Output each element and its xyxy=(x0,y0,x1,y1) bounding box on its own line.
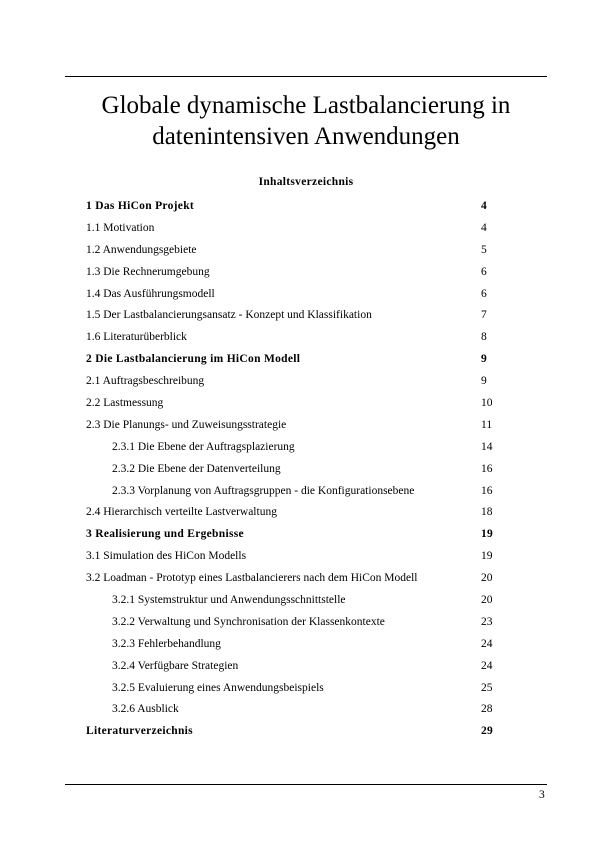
toc-entry[interactable] xyxy=(0,590,612,612)
toc-entry-page: 11 xyxy=(481,418,493,431)
toc-entry-label: Literaturverzeichnis xyxy=(86,725,193,738)
toc-entry[interactable] xyxy=(0,437,612,459)
toc-entry-label: 3 Realisierung und Ergebnisse xyxy=(86,528,244,541)
toc-entry-page: 9 xyxy=(481,375,487,388)
toc-entry-page: 9 xyxy=(481,353,488,366)
toc-entry-page: 24 xyxy=(481,637,493,650)
toc-entry-label: 3.2.5 Evaluierung eines Anwendungsbeispiels xyxy=(112,681,324,694)
toc-entry[interactable] xyxy=(0,568,612,590)
toc-entry-label: 3.2.4 Verfügbare Strategien xyxy=(112,659,239,672)
toc-entry-page: 7 xyxy=(481,309,487,322)
toc-entry-page: 19 xyxy=(481,528,494,541)
toc-entry[interactable] xyxy=(0,656,612,678)
header-rule xyxy=(65,76,547,77)
toc-entry-page: 29 xyxy=(481,725,494,738)
toc-entry-page: 28 xyxy=(481,703,493,716)
toc-entry-label: 3.1 Simulation des HiCon Modells xyxy=(86,550,247,563)
toc-entry-page: 16 xyxy=(481,484,493,497)
toc-entry-page: 24 xyxy=(481,659,493,672)
toc-entry[interactable] xyxy=(0,612,612,634)
toc-entry[interactable] xyxy=(0,459,612,481)
document-title xyxy=(65,90,547,152)
toc-entry[interactable] xyxy=(0,262,612,284)
toc-heading: Inhaltsverzeichnis xyxy=(258,176,354,188)
toc-entry-page: 20 xyxy=(481,572,493,585)
toc-entry-label: 1.1 Motivation xyxy=(86,221,155,234)
page-number: 3 xyxy=(539,789,545,801)
toc-entry-label: 2.2 Lastmessung xyxy=(86,397,164,410)
toc-entry-label: 1.4 Das Ausführungsmodell xyxy=(86,287,215,300)
toc-entry-page: 19 xyxy=(481,550,493,563)
toc-entry[interactable] xyxy=(0,393,612,415)
toc-entry-label: 1.2 Anwendungsgebiete xyxy=(86,243,197,256)
toc-entry-page: 25 xyxy=(481,681,493,694)
toc-entry[interactable] xyxy=(0,502,612,524)
toc-entry-label: 2.3.1 Die Ebene der Auftragsplazierung xyxy=(112,440,295,453)
toc-entry-label: 1 Das HiCon Projekt xyxy=(86,200,195,212)
toc-entry-page: 4 xyxy=(481,221,487,234)
toc-entry-label: 3.2.3 Fehlerbehandlung xyxy=(112,637,221,650)
toc-entry-label: 3.2 Loadman - Prototyp eines Lastbalancierers nach dem HiCon Modell xyxy=(86,572,418,585)
toc-entry-page: 4 xyxy=(481,200,488,212)
toc-entry-label: 2.4 Hierarchisch verteilte Lastverwaltung xyxy=(86,506,277,519)
toc-entry[interactable] xyxy=(0,327,612,349)
toc-entry[interactable] xyxy=(0,415,612,437)
toc-entry-page: 6 xyxy=(481,265,487,278)
toc-entry[interactable] xyxy=(0,678,612,700)
footer-rule xyxy=(65,784,547,785)
toc-chapter[interactable] xyxy=(0,721,612,743)
toc-entry-label: 1.6 Literaturüberblick xyxy=(86,331,187,344)
toc-entry-page: 6 xyxy=(481,287,487,300)
toc-entry[interactable] xyxy=(0,546,612,568)
table-of-contents xyxy=(0,196,612,743)
toc-entry-page: 18 xyxy=(481,506,493,519)
toc-entry[interactable] xyxy=(0,699,612,721)
toc-entry-label: 1.5 Der Lastbalancierungsansatz - Konzept und Klassifikation xyxy=(86,309,372,322)
toc-entry-page: 16 xyxy=(481,462,493,475)
toc-chapter[interactable] xyxy=(0,196,612,218)
toc-entry-label: 3.2.6 Ausblick xyxy=(112,703,179,716)
toc-entry[interactable] xyxy=(0,284,612,306)
title-line-1: Globale dynamische Lastbalancierung in xyxy=(101,92,511,119)
toc-entry[interactable] xyxy=(0,240,612,262)
toc-chapter[interactable] xyxy=(0,349,612,371)
toc-chapter[interactable] xyxy=(0,524,612,546)
toc-entry-label: 1.3 Die Rechnerumgebung xyxy=(86,265,210,278)
toc-entry-page: 5 xyxy=(481,243,487,256)
toc-entry-label: 3.2.2 Verwaltung und Synchronisation der Klassenkontexte xyxy=(112,615,385,628)
toc-entry-label: 3.2.1 Systemstruktur und Anwendungsschnittstelle xyxy=(112,594,346,607)
toc-entry-label: 2.3 Die Planungs- und Zuweisungsstrategie xyxy=(86,418,287,431)
toc-entry-page: 10 xyxy=(481,397,493,410)
toc-entry-page: 14 xyxy=(481,440,493,453)
toc-entry-label: 2 Die Lastbalancierung im HiCon Modell xyxy=(86,353,301,366)
toc-entry-label: 2.3.3 Vorplanung von Auftragsgruppen - die Konfigurationsebene xyxy=(112,484,415,497)
toc-entry[interactable] xyxy=(0,634,612,656)
toc-entry[interactable] xyxy=(0,481,612,503)
toc-entry-page: 8 xyxy=(481,331,487,344)
toc-entry-label: 2.3.2 Die Ebene der Datenverteilung xyxy=(112,462,281,475)
toc-entry-page: 20 xyxy=(481,594,493,607)
toc-entry[interactable] xyxy=(0,218,612,240)
toc-entry-label: 2.1 Auftragsbeschreibung xyxy=(86,375,205,388)
toc-entry[interactable] xyxy=(0,371,612,393)
toc-entry[interactable] xyxy=(0,305,612,327)
title-line-2: datenintensiven Anwendungen xyxy=(152,123,460,150)
toc-entry-page: 23 xyxy=(481,615,493,628)
